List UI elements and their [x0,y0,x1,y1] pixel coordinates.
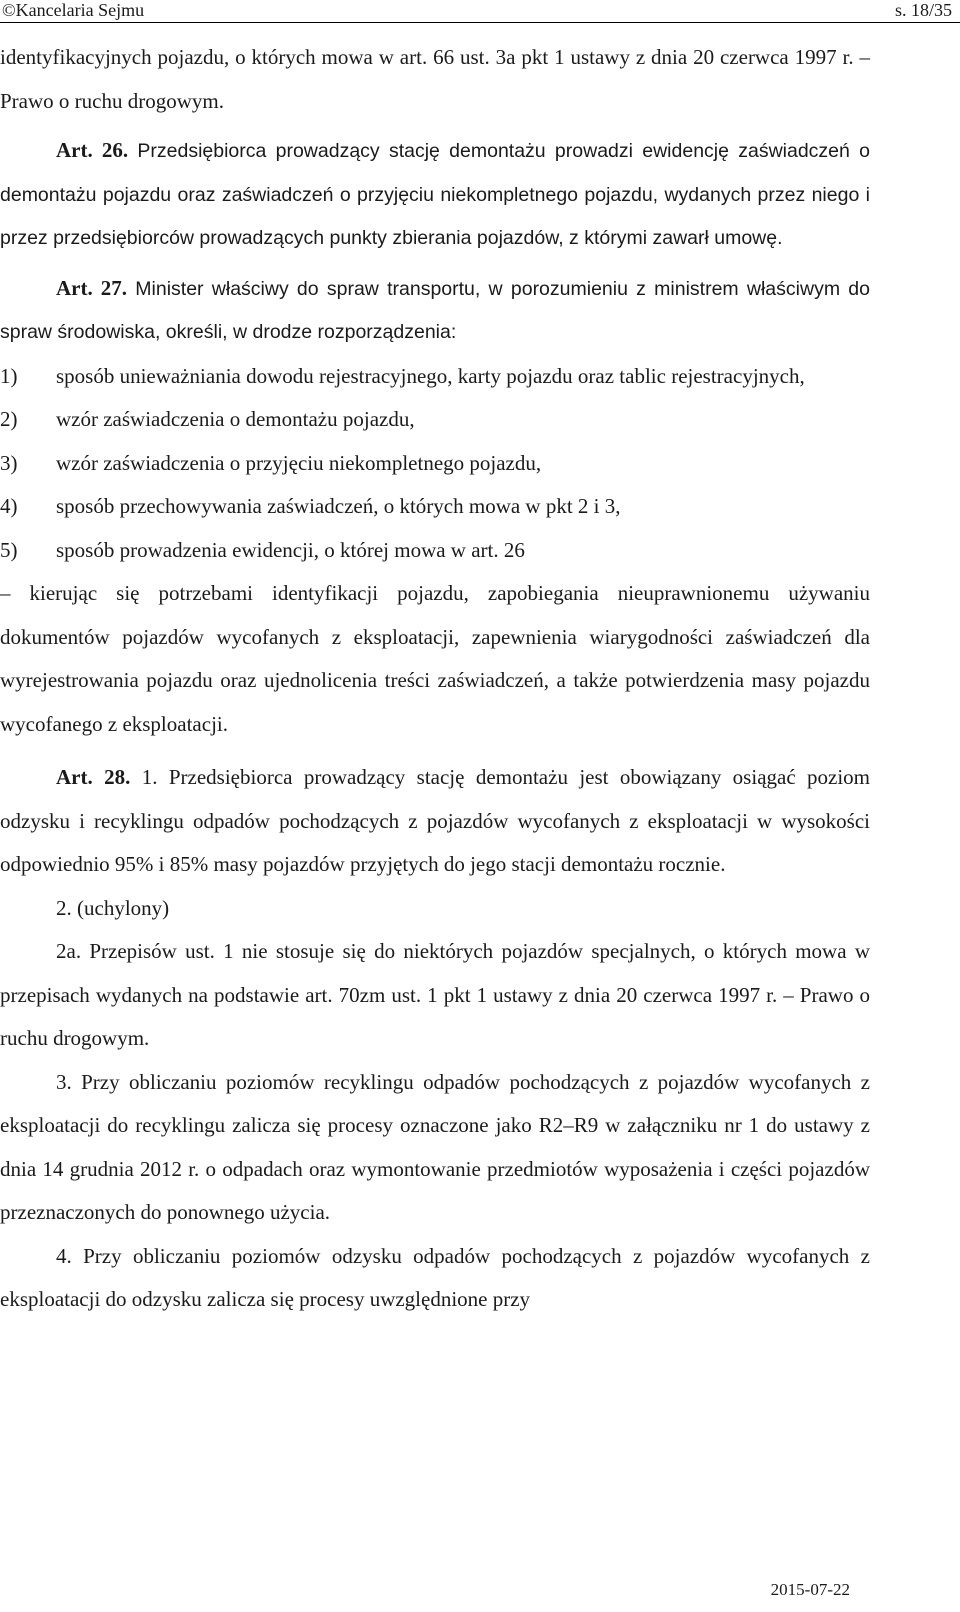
article-28-label: Art. 28. [56,765,131,789]
article-26-label: Art. 26. [56,138,129,162]
article-28-ust-3: 3. Przy obliczaniu poziomów recyklingu odpadów pochodzących z pojazdów wycofanych z eksploatacji do recyklingu zalicza się procesy oznaczone jako R2–R9 w załączniku nr 1 do ustawy z dnia 14 grudnia 2012 r. o odpadach oraz wymontowanie przedmiotów wyposażenia i części pojazdów przeznaczonych do ponownego użycia. [0,1069,870,1224]
list-item-text: wzór zaświadczenia o przyjęciu niekompletnego pojazdu, [56,450,542,475]
header-divider [0,22,960,23]
list-item-text: sposób przechowywania zaświadczeń, o których mowa w pkt 2 i 3, [56,494,621,518]
article-28-ust-1 [0,756,870,887]
list-item [0,485,870,529]
list-item-number: 4) [0,494,18,518]
article-27-closing: – kierując się potrzebami identyfikacji pojazdu, zapobiegania nieuprawnionemu używaniu dokumentów pojazdów wycofanych z eksploatacji, zapewnienia wiarygodności zaświadczeń dla wyrejestrowania pojazdu oraz ujednolicenia treści zaświadczeń, a także potwierdzenia masy pojazdu wycofanego z eksploatacji. [0,581,870,736]
list-item-text: wzór zaświadczenia o demontażu pojazdu, [56,407,415,431]
list-item-number: 2) [0,407,18,431]
list-item-number: 5) [0,537,18,562]
copyright-text: ©Kancelaria Sejmu [2,0,145,20]
article-28-ust-2: 2. (uchylony) [56,895,170,920]
article-26 [0,129,870,261]
document-body [0,36,870,1322]
intro-paragraph: identyfikacyjnych pojazdu, o których mowa w art. 66 ust. 3a pkt 1 ustawy z dnia 20 czerwca 1997 r. – Prawo o ruchu drogowym. [0,45,870,113]
list-item [0,529,870,573]
page-header [0,0,960,24]
list-item-number: 3) [0,450,18,475]
list-item [0,355,870,399]
article-28-ust-1-text: Przedsiębiorca prowadzący stację demontażu jest obowiązany osiągać poziom odzysku i recyklingu odpadów pochodzących z pojazdów wycofanych z eksploatacji w wysokości odpowiednio 95% i 85% masy pojazdów przyjętych do jego stacji demontażu rocznie. [0,765,871,876]
footer-date: 2015-07-22 [770,1580,850,1599]
list-item-text: sposób unieważniania dowodu rejestracyjnego, karty pojazdu oraz tablic rejestracyjnych, [56,363,805,388]
article-28-ust-1-number: 1. [141,765,158,789]
article-27-label: Art. 27. [56,275,128,300]
list-item [0,442,870,486]
article-27 [0,267,870,355]
article-26-text: Przedsiębiorca prowadzący stację demontażu prowadzi ewidencję zaświadczeń o demontażu pojazdu oraz zaświadczeń o przyjęciu niekompletnego pojazdu, wydanych przez niego i przez przedsiębiorców prowadzących punkty zbierania pojazdów, z którymi zawarł umowę. [0,140,870,249]
list-item-number: 1) [0,363,18,388]
article-28-ust-2a: 2a. Przepisów ust. 1 nie stosuje się do niektórych pojazdów specjalnych, o których mowa w przepisach wydanych na podstawie art. 70zm ust. 1 pkt 1 ustawy z dnia 20 czerwca 1997 r. – Prawo o ruchu drogowym. [0,939,870,1050]
page-number: s. 18/35 [894,0,952,20]
article-27-text: Minister właściwy do spraw transportu, w porozumieniu z ministrem właściwym do spraw środowiska, określi, w drodze rozporządzenia: [0,277,870,343]
article-28-ust-4: 4. Przy obliczaniu poziomów odzysku odpadów pochodzących z pojazdów wycofanych z eksploatacji do odzysku zalicza się procesy uwzględnione przy [0,1243,870,1311]
list-item-text: sposób prowadzenia ewidencji, o której mowa w art. 26 [56,537,525,562]
list-item [0,398,870,442]
